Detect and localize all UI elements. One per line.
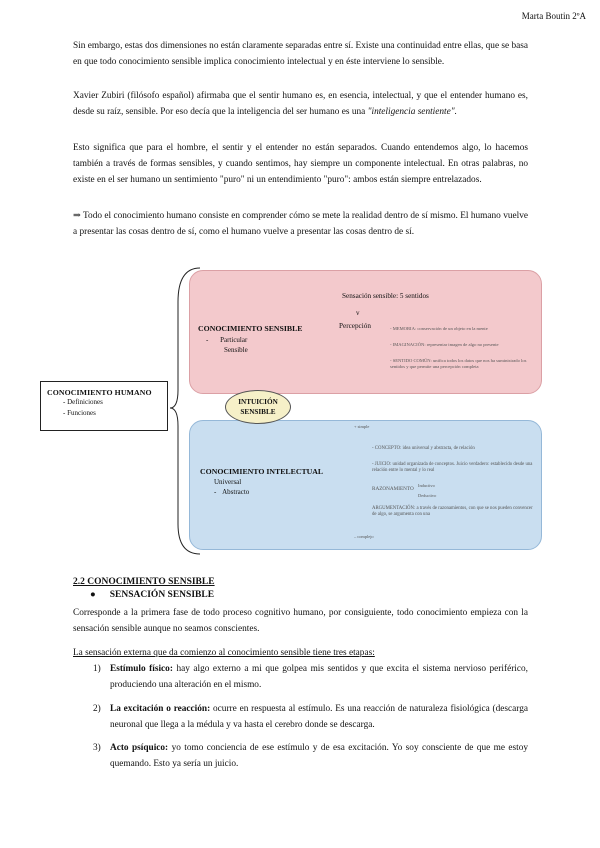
paragraph-zubiri-italic: "inteligencia sentiente". bbox=[367, 107, 457, 117]
intuicion-sensible-oval: INTUICIÓN SENSIBLE bbox=[225, 390, 291, 424]
memoria-item: - MEMORIA: conservación de un objeto en la mente bbox=[390, 326, 488, 331]
paragraph-zubiri-text: Xavier Zubiri (filósofo español) afirmaba que el sentir humano es, en esencia, intelectual, y que el entender humano es, desde su raíz, sensible. Por eso decía que la inteligencia del ser humano es una bbox=[73, 91, 528, 117]
stage-item: 2) La excitación o reacción: ocurre en respuesta al estímulo. Es una reacción de naturaleza fisiológica (descarga neuronal que llega a la médula y va hasta el cerebro donde se descarga. bbox=[93, 704, 528, 730]
bullet-icon: ● bbox=[90, 590, 96, 600]
paragraph-sentir-entender: Esto significa que para el hombre, el sentir y el entender no están separados. Cuando entendemos algo, lo hacemos también a través de formas sensibles, y cuando sentimos, hay siempre un componente intelectual. En otras palabras, no existe en el ser humano un sentimiento "puro" ni un entendimiento "puro": ambos están siempre entrelazados. bbox=[73, 143, 528, 185]
knowledge-diagram bbox=[0, 262, 600, 558]
percepcion-label: Percepción bbox=[339, 322, 371, 330]
paragraph-continuity: Sin embargo, estas dos dimensiones no están claramente separadas entre sí. Existe una continuidad entre ellas, que se basa en que todo conocimiento sensible implica conocimiento intelectual y en éste interviene lo sensible. bbox=[73, 41, 528, 67]
section-heading: 2.2 CONOCIMIENTO SENSIBLE bbox=[73, 577, 215, 587]
intelectual-item: - Abstracto bbox=[214, 488, 250, 496]
stages-title: La sensación externa que da comienzo al conocimiento sensible tiene tres etapas: bbox=[73, 648, 375, 658]
juicio-item: - JUICIO: unidad organizada de conceptos. Juicio verdadero: establecido desde una relación entre lo mental y lo real bbox=[372, 462, 533, 473]
section-intro: Corresponde a la primera fase de todo proceso cognitivo humano, por consiguiente, todo conocimiento empieza con la sensación sensible aunque no seamos conscientes. bbox=[73, 608, 528, 634]
intelectual-title: CONOCIMIENTO INTELECTUAL bbox=[200, 467, 324, 476]
imaginacion-item: - IMAGINACIÓN: representar imagen de algo no presente bbox=[390, 342, 499, 347]
paragraph-zubiri bbox=[73, 88, 528, 120]
human-knowledge-item: - Definiciones bbox=[63, 398, 103, 406]
paragraph-conocimiento-humano: ⇒ Todo el conocimiento humano consiste en comprender cómo se mete la realidad dentro de sí mismo. El humano vuelve a presentar las cosas dentro de sí, como el humano vuelve a presentar las cosas dentro de sí. bbox=[73, 211, 528, 237]
intellectual-knowledge-box bbox=[189, 420, 542, 550]
razon-type: Deductivo bbox=[418, 493, 437, 498]
razon-type: Inductivo bbox=[418, 483, 435, 488]
sensible-title: CONOCIMIENTO SENSIBLE bbox=[198, 324, 303, 333]
concepto-item: - CONCEPTO: idea universal y abstracta, de relación bbox=[372, 446, 475, 451]
complejo-label: – complejo bbox=[354, 534, 374, 539]
stage-item: 1) Estímulo físico: hay algo externo a mi que golpea mis sentidos y que excita el sistema nervioso periférico, produciendo una alteración en el mismo. bbox=[93, 664, 528, 690]
page-header-author: Marta Boutin 2ºA bbox=[521, 11, 586, 21]
razonamiento-label: RAZONAMIENTO bbox=[372, 486, 414, 492]
sensacion-label: Sensación sensible: 5 sentidos bbox=[342, 292, 429, 300]
human-knowledge-item: - Funciones bbox=[63, 409, 96, 417]
intelectual-item: Universal bbox=[214, 478, 242, 486]
human-knowledge-title: CONOCIMIENTO HUMANO bbox=[47, 388, 152, 397]
argumentacion-item: ARGUMENTACIÓN: a través de razonamientos, con que se nos pueden convencer de algo, se argumenta con una bbox=[372, 506, 533, 517]
bullet-title: ● SENSACIÓN SENSIBLE bbox=[90, 590, 215, 600]
sentido-comun-item: - SENTIDO COMÚN: unifica todos los datos que nos ha suministrado los sentidos y que permite una percepción completa bbox=[390, 358, 527, 369]
stage-item: 3) Acto psíquico: yo tomo conciencia de ese estímulo y de esa excitación. Yo soy consciente de que me estoy quemando. Esto ya sería un juicio. bbox=[93, 743, 528, 769]
sensible-item: Sensible bbox=[224, 346, 248, 354]
perception-sub-items bbox=[384, 320, 536, 384]
sensible-item: - Particular bbox=[206, 336, 248, 344]
simple-label: + simple bbox=[354, 424, 370, 429]
human-knowledge-box bbox=[40, 381, 168, 431]
arrow-down-icon: v bbox=[356, 309, 360, 317]
